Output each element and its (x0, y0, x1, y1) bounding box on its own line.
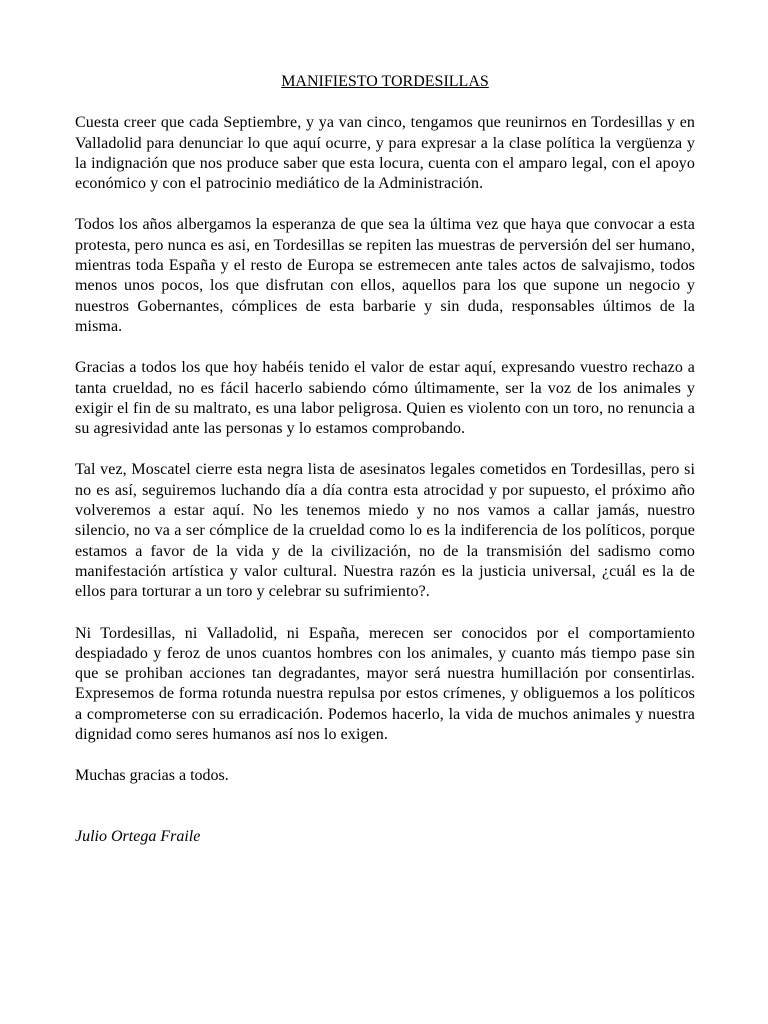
paragraph-2: Todos los años albergamos la esperanza de que sea la última vez que haya que convocar a esta protesta, pero nunca es asi, en Tordesillas se repiten las muestras de perversión del ser humano, mientras toda España y el resto de Europa se estremecen ante tales actos de salvajismo, todos menos unos pocos, los que disfrutan con ellos, aquellos para los que supone un negocio y nuestros Gobernantes, cómplices de esta barbarie y sin duda, responsables últimos de la misma. (75, 216, 695, 335)
document-page (75, 72, 695, 847)
paragraph-4: Tal vez, Moscatel cierre esta negra lista de asesinatos legales cometidos en Tordesillas, pero si no es así, seguiremos luchando día a día contra esta atrocidad y por supuesto, el próximo año volveremos a estar aquí. No les tenemos miedo y no nos vamos a callar jamás, nuestro silencio, no va a ser cómplice de la crueldad como lo es la indiferencia de los políticos, porque estamos a favor de la vida y de la civilización, no de la transmisión del sadismo como manifestación artística y valor cultural. Nuestra razón es la justicia universal, ¿cuál es la de ellos para torturar a un toro y celebrar su sufrimiento?. (75, 461, 695, 601)
document-title: MANIFIESTO TORDESILLAS (281, 73, 489, 90)
paragraph-3: Gracias a todos los que hoy habéis tenido el valor de estar aquí, expresando vuestro rechazo a tanta crueldad, no es fácil hacerlo sabiendo cómo últimamente, ser la voz de los animales y exigir el fin de su maltrato, es una labor peligrosa. Quien es violento con un toro, no renuncia a su agresividad ante las personas y lo estamos comprobando. (75, 359, 695, 438)
signature: Julio Ortega Fraile (75, 827, 201, 845)
paragraph-1: Cuesta creer que cada Septiembre, y ya van cinco, tengamos que reunirnos en Tordesillas y en Valladolid para denunciar lo que aquí ocurre, y para expresar a la clase política la vergüenza y la indignación que nos produce saber que esta locura, cuenta con el amparo legal, con el apoyo económico y con el patrocinio mediático de la Administración. (75, 114, 695, 193)
paragraph-5: Ni Tordesillas, ni Valladolid, ni España, merecen ser conocidos por el comportamiento despiadado y feroz de unos cuantos hombres con los animales, y cuanto más tiempo pase sin que se prohiban acciones tan degradantes, mayor será nuestra humillación por consentirlas. Expresemos de forma rotunda nuestra repulsa por estos crímenes, y obliguemos a los políticos a comprometerse con su erradicación. Podemos hacerlo, la vida de muchos animales y nuestra dignidad como seres humanos así nos lo exigen. (75, 624, 695, 744)
closing-line: Muchas gracias a todos. (75, 767, 229, 785)
